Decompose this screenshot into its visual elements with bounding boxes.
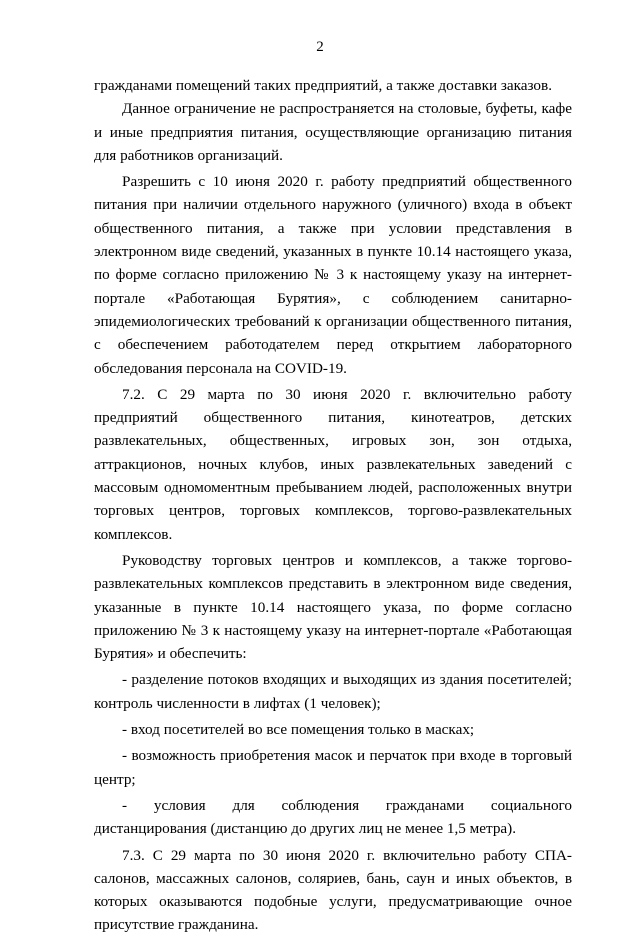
list-item-3: - возможность приобретения масок и перчаток при входе в торговый центр; — [94, 747, 572, 788]
paragraph-1: гражданами помещений таких предприятий, а также доставки заказов. — [94, 77, 552, 94]
page-number: 2 — [316, 39, 324, 55]
list-item-2: - вход посетителей во все помещения только в масках; — [122, 721, 475, 739]
paragraph-2: Данное ограничение не распространяется на столовые, буфеты, кафе и иные предприятия питания, осуществляющие организацию питания для работников организаций. — [94, 100, 572, 164]
paragraph-5: Руководству торговых центров и комплексов, а также торгово-развлекательных комплексов представить в электронном виде сведения, указанные в пункте 10.14 настоящего указа, по форме согласно приложению № 3 к настоящему указу на интернет-портале «Работающая Бурятия» и обеспечить: — [94, 551, 572, 663]
list-item-4: - условия для соблюдения гражданами социального дистанцирования (дистанцию до других лиц не менее 1,5 метра). — [94, 796, 572, 838]
paragraph-3: Разрешить с 10 июня 2020 г. работу предприятий общественного питания при наличии отдельного наружного (уличного) входа в объект общественного питания, а также при условии представления в электронном виде сведений, указанных в пункте 10.14 настоящего указа, по форме согласно приложению № 3 к настоящему указу на интернет-портале «Работающая Бурятия», с соблюдением санитарно-эпидемиологических требований к организации общественного питания, с обеспечением работодателем перед открытием лабораторного обследования персонала на COVID-19. — [94, 173, 572, 377]
paragraph-4: 7.2. С 29 марта по 30 июня 2020 г. включительно работу предприятий общественного питания, кинотеатров, детских развлекательных, общественных, игровых зон, зон отдыха, аттракционов, ночных клубов, иных развлекательных заведений с массовым одномоментным пребыванием людей, расположенных внутри торговых центров, торговых комплексов, торгово-развлекательных комплексов. — [94, 385, 572, 543]
list-item-1: - разделение потоков входящих и выходящих из здания посетителей; контроль численности в лифтах (1 человек); — [94, 671, 572, 712]
document-body — [94, 74, 572, 937]
paragraph-6: 7.3. С 29 марта по 30 июня 2020 г. включительно работу СПА-салонов, массажных салонов, соляриев, бань, саун и иных объектов, в которых оказываются подобные услуги, предусматривающие очное присутствие гражданина. — [94, 846, 572, 934]
